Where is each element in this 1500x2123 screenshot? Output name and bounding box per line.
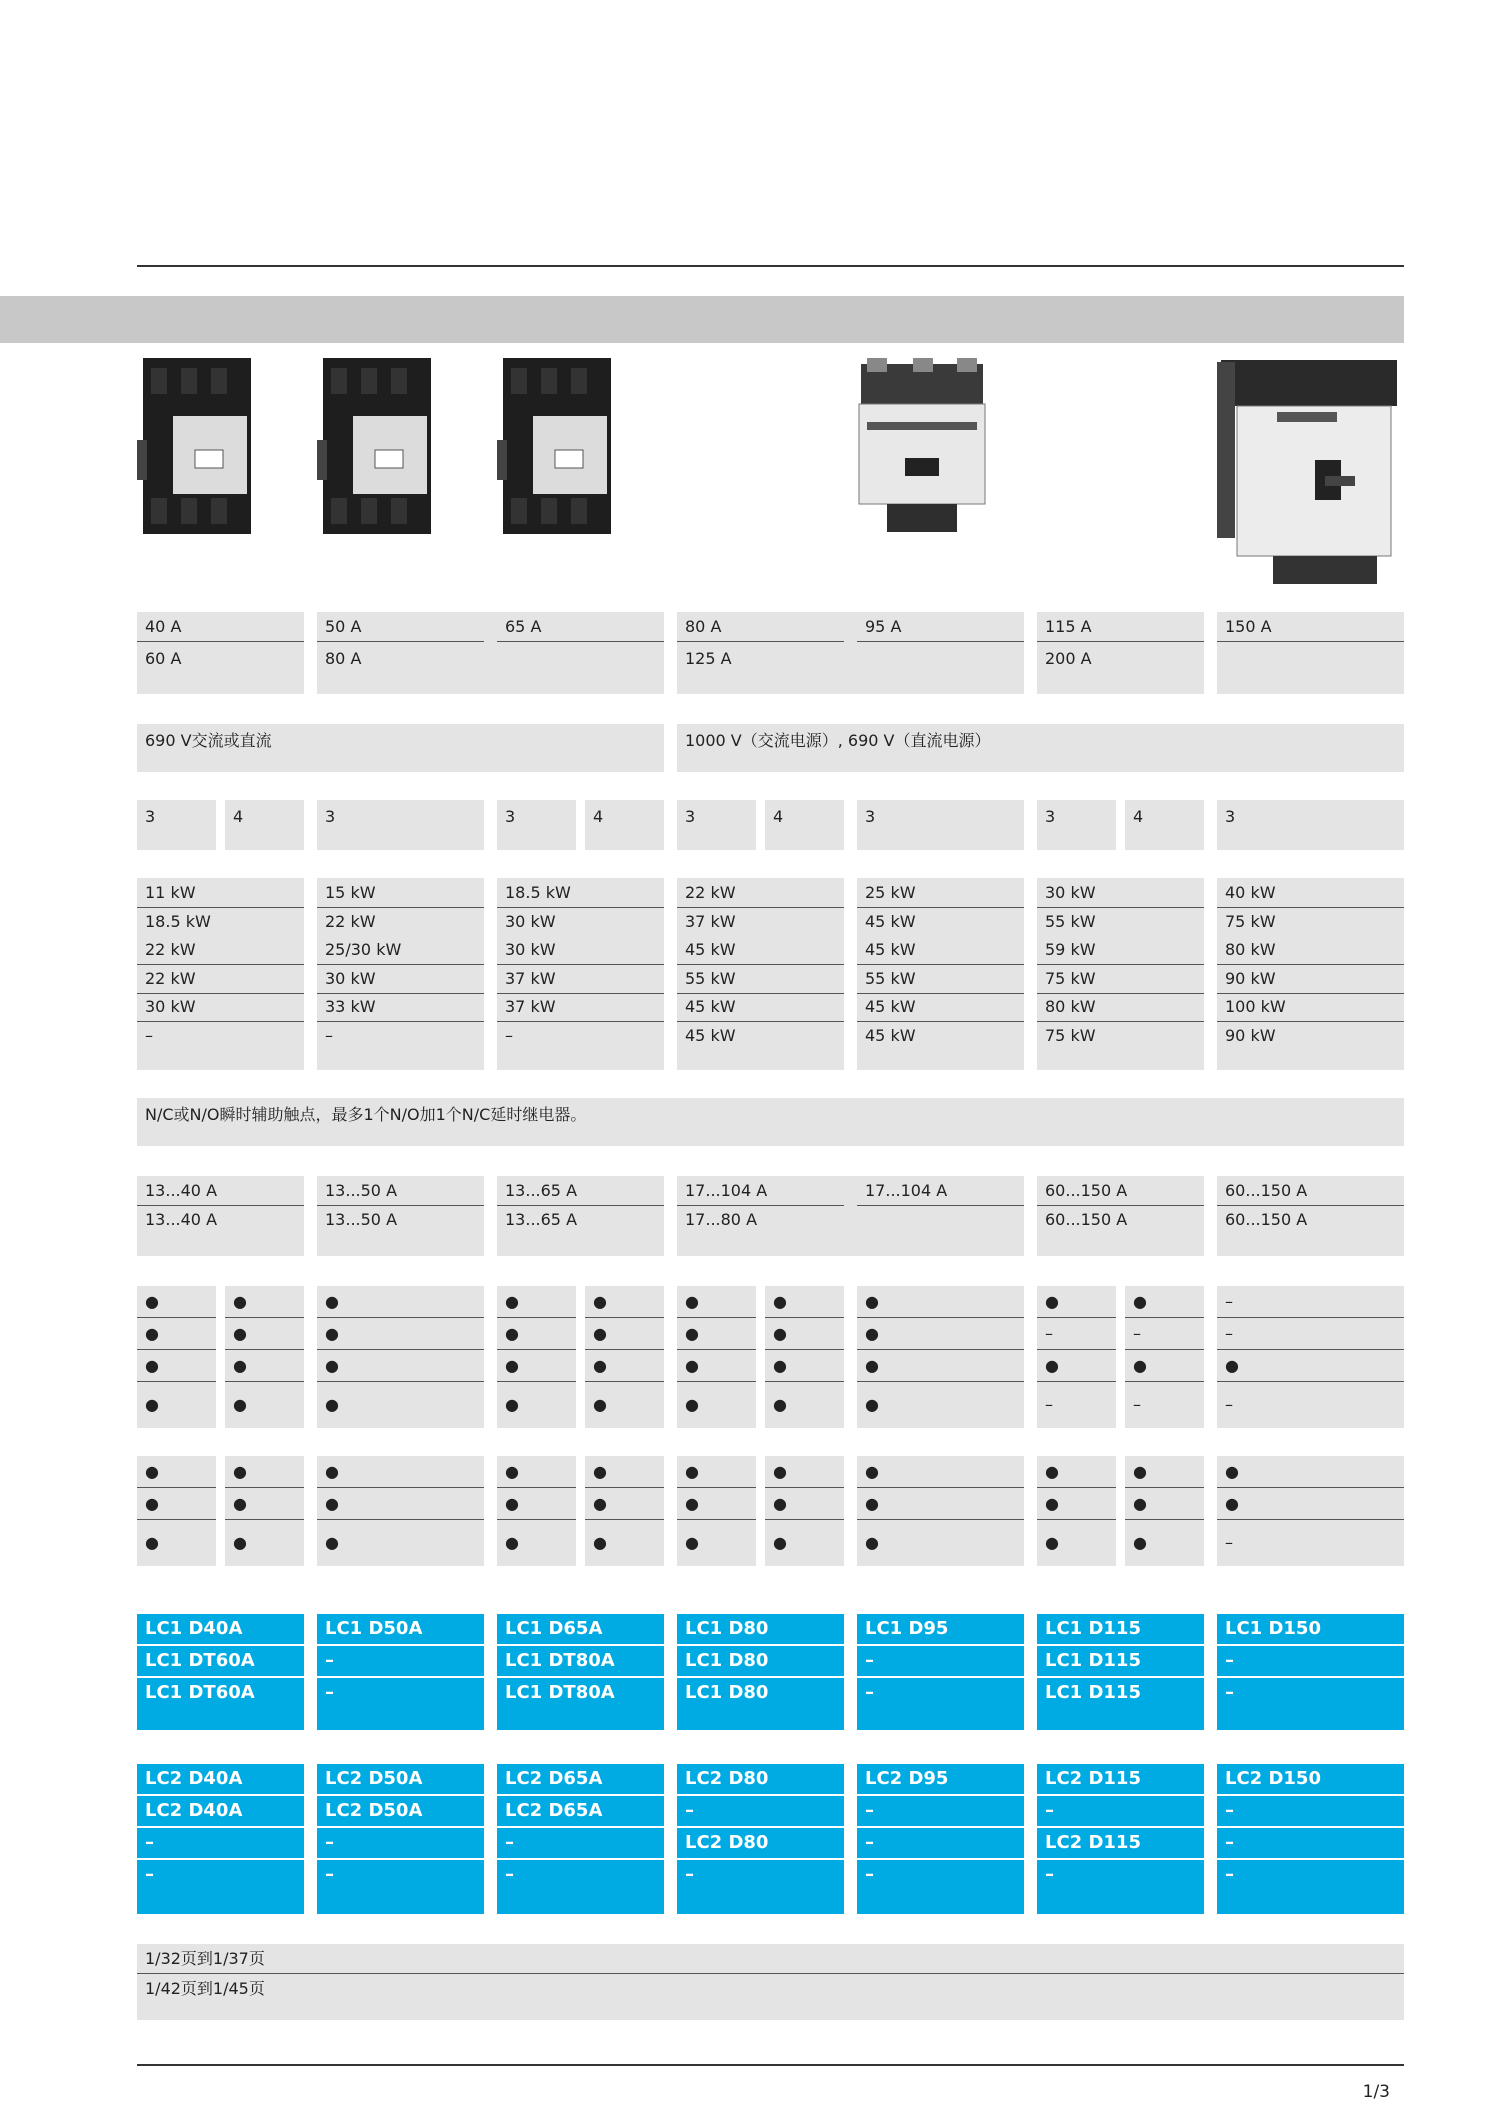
- symbol-cell: ●: [857, 1286, 1024, 1318]
- lc2-reference-2-4: –: [317, 1860, 484, 1892]
- motor-power-row1-col4: 22 kW: [677, 878, 844, 908]
- thermal-current-4: 200 A: [1045, 649, 1092, 668]
- pole-count-10: 4: [1133, 807, 1144, 826]
- lc1-reference-3-1: LC1 D65A: [497, 1614, 664, 1646]
- lc2-reference-2-3: –: [317, 1828, 484, 1860]
- lc1-reference-7-1: LC1 D150: [1217, 1614, 1404, 1646]
- lc2-reference-7-4: –: [1217, 1860, 1404, 1892]
- lc1-reference-7-3: –: [1217, 1678, 1404, 1710]
- pole-count-9: 3: [1045, 807, 1056, 826]
- lc2-reference-3-2: LC2 D65A: [497, 1796, 664, 1828]
- symbol-cell: ●: [593, 1395, 607, 1414]
- motor-power-row1-col2: 15 kW: [317, 878, 484, 908]
- lc2-reference-2-1: LC2 D50A: [317, 1764, 484, 1796]
- overload-relay-range-b1: 13...40 A: [145, 1210, 218, 1229]
- symbol-cell: ●: [857, 1488, 1024, 1520]
- contactor-photo-d65: [497, 358, 617, 538]
- motor-power-row2-col3: 30 kW: [505, 911, 556, 931]
- symbol-cell: ●: [497, 1286, 576, 1318]
- voltage-rating-right: 1000 V（交流电源）, 690 V（直流电源）: [685, 731, 991, 750]
- overload-relay-range-5: 17...104 A: [857, 1176, 1024, 1206]
- overload-relay-range-b6: 60...150 A: [1225, 1210, 1308, 1229]
- overload-relay-range-3: 13...65 A: [497, 1176, 664, 1206]
- symbol-cell: ●: [317, 1488, 484, 1520]
- symbol-cell: ●: [233, 1395, 247, 1414]
- rated-current-a2: 50 A: [317, 612, 484, 642]
- symbol-cell: ●: [497, 1350, 576, 1382]
- lc1-reference-2-2: –: [317, 1646, 484, 1678]
- rated-current-a1: 40 A: [137, 612, 304, 642]
- symbol-cell: –: [1037, 1318, 1116, 1350]
- motor-power-row4-col2: 30 kW: [317, 964, 484, 994]
- motor-power-row2-col4: 37 kW: [685, 911, 736, 931]
- symbol-cell: ●: [1037, 1488, 1116, 1520]
- symbol-cell: ●: [317, 1286, 484, 1318]
- symbol-cell: ●: [677, 1318, 756, 1350]
- symbol-cell: ●: [137, 1286, 216, 1318]
- motor-power-row2-col1: 18.5 kW: [145, 911, 211, 931]
- lc2-reference-3-1: LC2 D65A: [497, 1764, 664, 1796]
- motor-power-row5-col2: 33 kW: [317, 992, 484, 1022]
- motor-power-row6-col4: 45 kW: [685, 1026, 736, 1045]
- lc1-reference-4-3: LC1 D80: [677, 1678, 844, 1710]
- symbol-cell: ●: [865, 1395, 879, 1414]
- rated-current-a7: 150 A: [1217, 612, 1404, 642]
- thermal-current-1: 60 A: [145, 649, 182, 668]
- motor-power-row3-col7: 80 kW: [1217, 935, 1404, 965]
- lc2-reference-2-2: LC2 D50A: [317, 1796, 484, 1828]
- lc2-reference-1-1: LC2 D40A: [137, 1764, 304, 1796]
- symbol-cell: ●: [585, 1350, 664, 1382]
- overload-relay-range-b4: 17...80 A: [685, 1210, 758, 1229]
- symbol-cell: ●: [317, 1318, 484, 1350]
- symbol-cell: ●: [677, 1350, 756, 1382]
- lc2-reference-5-3: –: [857, 1828, 1024, 1860]
- symbol-cell: ●: [765, 1286, 844, 1318]
- aux-contact-note: N/C或N/O瞬时辅助触点，最多1个N/O加1个N/C延时继电器。: [145, 1105, 587, 1124]
- pole-count-7: 4: [773, 807, 784, 826]
- symbol-cell: ●: [145, 1533, 159, 1552]
- symbol-cell: –: [1125, 1318, 1204, 1350]
- symbol-cell: ●: [317, 1350, 484, 1382]
- lc2-reference-7-2: –: [1217, 1796, 1404, 1828]
- pole-count-1: 3: [145, 807, 156, 826]
- symbol-cell: ●: [585, 1318, 664, 1350]
- rated-current-a4: 80 A: [677, 612, 844, 642]
- symbol-cell: ●: [593, 1533, 607, 1552]
- page-reference-1: 1/32页到1/37页: [137, 1944, 1404, 1974]
- motor-power-row3-col4: 45 kW: [677, 935, 844, 965]
- lc2-reference-5-2: –: [857, 1796, 1024, 1828]
- lc1-reference-1-1: LC1 D40A: [137, 1614, 304, 1646]
- motor-power-row5-col6: 80 kW: [1037, 992, 1204, 1022]
- symbol-cell: –: [1217, 1318, 1404, 1350]
- symbol-cell: ●: [497, 1456, 576, 1488]
- motor-power-row4-col6: 75 kW: [1037, 964, 1204, 994]
- symbol-cell: ●: [137, 1488, 216, 1520]
- symbol-cell: –: [1217, 1286, 1404, 1318]
- section-header-band: [0, 296, 1404, 343]
- lc1-reference-2-3: –: [317, 1678, 484, 1710]
- motor-power-row2-col6: 55 kW: [1045, 911, 1096, 931]
- pole-count-6: 3: [685, 807, 696, 826]
- overload-relay-range-4: 17...104 A: [677, 1176, 844, 1206]
- symbol-cell: ●: [1217, 1488, 1404, 1520]
- lc2-reference-3-4: –: [497, 1860, 664, 1892]
- lc1-reference-4-1: LC1 D80: [677, 1614, 844, 1646]
- lc2-reference-6-3: LC2 D115: [1037, 1828, 1204, 1860]
- symbol-cell: ●: [685, 1395, 699, 1414]
- motor-power-row6-col3: –: [505, 1026, 513, 1045]
- thermal-current-3: 125 A: [685, 649, 732, 668]
- lc1-reference-6-3: LC1 D115: [1037, 1678, 1204, 1710]
- motor-power-row1-col3: 18.5 kW: [497, 878, 664, 908]
- lc1-reference-3-3: LC1 DT80A: [497, 1678, 664, 1710]
- motor-power-row1-col5: 25 kW: [857, 878, 1024, 908]
- symbol-cell: –: [1045, 1395, 1053, 1414]
- motor-power-row5-col3: 37 kW: [497, 992, 664, 1022]
- motor-power-row1-col1: 11 kW: [137, 878, 304, 908]
- symbol-cell: ●: [865, 1533, 879, 1552]
- motor-power-row2-col5: 45 kW: [865, 911, 916, 931]
- symbol-cell: ●: [505, 1533, 519, 1552]
- symbol-cell: ●: [585, 1286, 664, 1318]
- motor-power-row1-col7: 40 kW: [1217, 878, 1404, 908]
- overload-relay-range-2: 13...50 A: [317, 1176, 484, 1206]
- rated-current-a6: 115 A: [1037, 612, 1204, 642]
- pole-count-4: 3: [505, 807, 516, 826]
- symbol-cell: ●: [765, 1350, 844, 1382]
- lc2-reference-1-3: –: [137, 1828, 304, 1860]
- symbol-cell: ●: [1125, 1488, 1204, 1520]
- symbol-cell: ●: [585, 1456, 664, 1488]
- rated-current-a5: 95 A: [857, 612, 1024, 642]
- lc2-reference-6-4: –: [1037, 1860, 1204, 1892]
- thermal-current-2: 80 A: [325, 649, 362, 668]
- symbol-cell: –: [1225, 1395, 1233, 1414]
- symbol-cell: ●: [225, 1286, 304, 1318]
- overload-relay-range-6: 60...150 A: [1037, 1176, 1204, 1206]
- lc1-reference-5-3: –: [857, 1678, 1024, 1710]
- motor-power-row4-col7: 90 kW: [1217, 964, 1404, 994]
- symbol-cell: ●: [1037, 1456, 1116, 1488]
- symbol-cell: –: [1225, 1533, 1233, 1552]
- symbol-cell: ●: [773, 1533, 787, 1552]
- lc1-reference-2-1: LC1 D50A: [317, 1614, 484, 1646]
- contactor-photo-d80-d95: [857, 358, 987, 538]
- overload-relay-range-7: 60...150 A: [1217, 1176, 1404, 1206]
- symbol-cell: ●: [497, 1318, 576, 1350]
- contactor-photo-d50: [317, 358, 437, 538]
- contactor-photo-d115-d150: [1217, 356, 1401, 588]
- lc2-reference-4-1: LC2 D80: [677, 1764, 844, 1796]
- symbol-cell: ●: [1037, 1286, 1116, 1318]
- symbol-cell: ●: [765, 1318, 844, 1350]
- overload-relay-range-b5: 60...150 A: [1045, 1210, 1128, 1229]
- symbol-cell: ●: [585, 1488, 664, 1520]
- pole-count-3: 3: [325, 807, 336, 826]
- symbol-cell: ●: [505, 1395, 519, 1414]
- pole-count-5: 4: [593, 807, 604, 826]
- symbol-cell: ●: [677, 1488, 756, 1520]
- motor-power-row4-col1: 22 kW: [137, 964, 304, 994]
- symbol-cell: ●: [225, 1488, 304, 1520]
- symbol-cell: ●: [233, 1533, 247, 1552]
- motor-power-row3-col2: 25/30 kW: [317, 935, 484, 965]
- symbol-cell: ●: [325, 1395, 339, 1414]
- contactor-photo-d40: [137, 358, 257, 538]
- symbol-cell: ●: [137, 1456, 216, 1488]
- motor-power-row6-col5: 45 kW: [865, 1026, 916, 1045]
- lc1-reference-6-1: LC1 D115: [1037, 1614, 1204, 1646]
- symbol-cell: ●: [857, 1456, 1024, 1488]
- motor-power-row6-col1: –: [145, 1026, 153, 1045]
- overload-relay-range-1: 13...40 A: [137, 1176, 304, 1206]
- lc1-reference-4-2: LC1 D80: [677, 1646, 844, 1678]
- lc2-reference-4-2: –: [677, 1796, 844, 1828]
- pole-count-8: 3: [865, 807, 876, 826]
- symbol-cell: ●: [1037, 1350, 1116, 1382]
- lc1-reference-5-2: –: [857, 1646, 1024, 1678]
- motor-power-row6-col2: –: [325, 1026, 333, 1045]
- lc2-reference-7-1: LC2 D150: [1217, 1764, 1404, 1796]
- overload-relay-range-b3: 13...65 A: [505, 1210, 578, 1229]
- pole-count-11: 3: [1225, 807, 1236, 826]
- lc1-reference-3-2: LC1 DT80A: [497, 1646, 664, 1678]
- symbol-cell: ●: [497, 1488, 576, 1520]
- symbol-cell: ●: [773, 1395, 787, 1414]
- lc1-reference-7-2: –: [1217, 1646, 1404, 1678]
- lc2-reference-4-4: –: [677, 1860, 844, 1892]
- rated-current-a3: 65 A: [497, 612, 664, 642]
- motor-power-row3-col6: 59 kW: [1037, 935, 1204, 965]
- symbol-cell: ●: [857, 1318, 1024, 1350]
- symbol-cell: ●: [677, 1456, 756, 1488]
- motor-power-row4-col5: 55 kW: [857, 964, 1024, 994]
- motor-power-row5-col7: 100 kW: [1217, 992, 1404, 1022]
- motor-power-row6-col6: 75 kW: [1045, 1026, 1096, 1045]
- page-number: 1/3: [1362, 2082, 1390, 2102]
- symbol-cell: ●: [677, 1286, 756, 1318]
- motor-power-row3-col5: 45 kW: [857, 935, 1024, 965]
- lc1-reference-6-2: LC1 D115: [1037, 1646, 1204, 1678]
- motor-power-row4-col3: 37 kW: [497, 964, 664, 994]
- top-rule: [137, 265, 1404, 267]
- symbol-cell: ●: [317, 1456, 484, 1488]
- page-reference-2: 1/42页到1/45页: [145, 1979, 265, 1998]
- symbol-cell: ●: [1133, 1533, 1147, 1552]
- symbol-cell: ●: [1045, 1533, 1059, 1552]
- symbol-cell: ●: [765, 1456, 844, 1488]
- lc1-reference-1-2: LC1 DT60A: [137, 1646, 304, 1678]
- lc2-reference-5-1: LC2 D95: [857, 1764, 1024, 1796]
- symbol-cell: ●: [1217, 1456, 1404, 1488]
- symbol-cell: ●: [145, 1395, 159, 1414]
- overload-relay-range-b2: 13...50 A: [325, 1210, 398, 1229]
- lc2-reference-7-3: –: [1217, 1828, 1404, 1860]
- lc2-reference-6-1: LC2 D115: [1037, 1764, 1204, 1796]
- symbol-cell: ●: [1125, 1286, 1204, 1318]
- motor-power-row2-col7: 75 kW: [1225, 911, 1276, 931]
- symbol-cell: ●: [685, 1533, 699, 1552]
- motor-power-row3-col3: 30 kW: [497, 935, 664, 965]
- lc2-reference-4-3: LC2 D80: [677, 1828, 844, 1860]
- symbol-cell: ●: [1217, 1350, 1404, 1382]
- lc2-reference-3-3: –: [497, 1828, 664, 1860]
- voltage-rating-left: 690 V交流或直流: [145, 731, 272, 750]
- motor-power-row6-col7: 90 kW: [1225, 1026, 1276, 1045]
- bottom-rule: [137, 2064, 1404, 2066]
- symbol-cell: ●: [225, 1350, 304, 1382]
- motor-power-row3-col1: 22 kW: [137, 935, 304, 965]
- symbol-cell: ●: [225, 1318, 304, 1350]
- motor-power-row5-col5: 45 kW: [857, 992, 1024, 1022]
- symbol-cell: ●: [857, 1350, 1024, 1382]
- motor-power-row1-col6: 30 kW: [1037, 878, 1204, 908]
- lc2-reference-6-2: –: [1037, 1796, 1204, 1828]
- symbol-cell: ●: [325, 1533, 339, 1552]
- symbol-cell: ●: [225, 1456, 304, 1488]
- symbol-cell: –: [1133, 1395, 1141, 1414]
- pole-count-2: 4: [233, 807, 244, 826]
- symbol-cell: ●: [137, 1350, 216, 1382]
- lc1-reference-1-3: LC1 DT60A: [137, 1678, 304, 1710]
- lc2-reference-1-2: LC2 D40A: [137, 1796, 304, 1828]
- symbol-cell: ●: [137, 1318, 216, 1350]
- lc2-reference-5-4: –: [857, 1860, 1024, 1892]
- symbol-cell: ●: [765, 1488, 844, 1520]
- lc1-reference-5-1: LC1 D95: [857, 1614, 1024, 1646]
- motor-power-row4-col4: 55 kW: [677, 964, 844, 994]
- symbol-cell: ●: [1125, 1350, 1204, 1382]
- symbol-cell: ●: [1125, 1456, 1204, 1488]
- motor-power-row5-col4: 45 kW: [677, 992, 844, 1022]
- motor-power-row2-col2: 22 kW: [325, 911, 376, 931]
- lc2-reference-1-4: –: [137, 1860, 304, 1892]
- motor-power-row5-col1: 30 kW: [137, 992, 304, 1022]
